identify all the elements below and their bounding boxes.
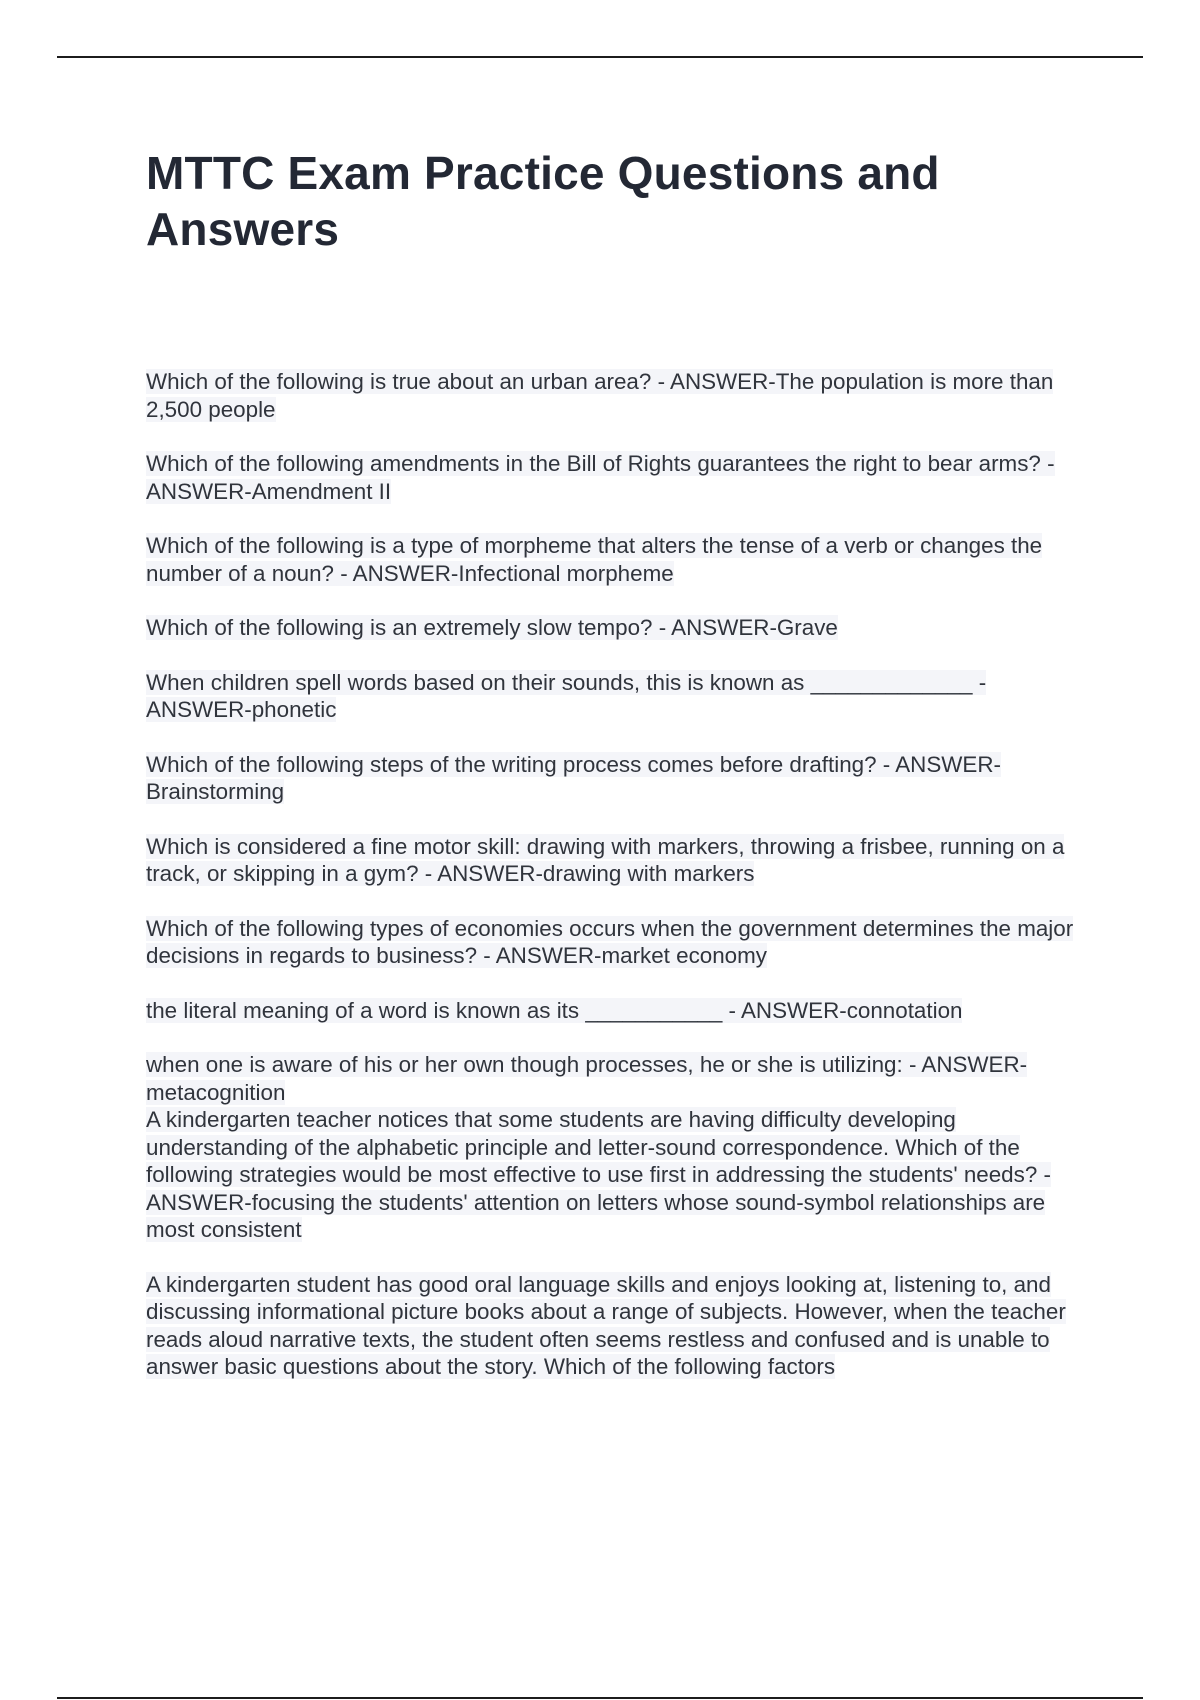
qa-text: Which is considered a fine motor skill: drawing with markers, throwing a frisbee, running on a track, or skipping in a gym? - ANSWER-drawing with markers bbox=[146, 833, 1065, 886]
qa-item bbox=[146, 1051, 1086, 1106]
page-title: MTTC Exam Practice Questions and Answers bbox=[146, 147, 940, 255]
qa-item bbox=[146, 614, 1086, 642]
qa-text: A kindergarten teacher notices that some students are having difficulty developing understanding of the alphabetic principle and letter-sound correspondence. Which of the following strategies would be most effective to use first in addressing the students' needs? - ANSWER-focusing the students' attention on letters whose sound-symbol relationships are most consistent bbox=[146, 1107, 1051, 1242]
qa-text: Which of the following is true about an urban area? - ANSWER-The population is more than 2,500 people bbox=[146, 369, 1054, 422]
qa-item bbox=[146, 1271, 1086, 1381]
qa-item bbox=[146, 833, 1086, 888]
qa-text: Which of the following steps of the writing process comes before drafting? - ANSWER-Brainstorming bbox=[146, 751, 1001, 804]
qa-text: the literal meaning of a word is known as its ___________ - ANSWER-connotation bbox=[146, 997, 963, 1023]
qa-item bbox=[146, 450, 1086, 505]
qa-item bbox=[146, 915, 1086, 970]
qa-text: Which of the following is an extremely slow tempo? - ANSWER-Grave bbox=[146, 615, 838, 640]
top-rule bbox=[57, 56, 1143, 58]
qa-text: Which of the following is a type of morpheme that alters the tense of a verb or changes the number of a noun? - ANSWER-Infectional morpheme bbox=[146, 533, 1043, 586]
qa-item bbox=[146, 669, 1086, 724]
qa-item bbox=[146, 751, 1086, 806]
qa-text: When children spell words based on their sounds, this is known as _____________ - ANSWER-phonetic bbox=[146, 669, 987, 722]
qa-item bbox=[146, 1106, 1086, 1244]
bottom-rule bbox=[57, 1697, 1143, 1699]
qa-text: Which of the following types of economies occurs when the government determines the major decisions in regards to business? - ANSWER-market economy bbox=[146, 915, 1074, 968]
qa-item bbox=[146, 368, 1086, 423]
qa-text: when one is aware of his or her own though processes, he or she is utilizing: - ANSWER-metacognition bbox=[146, 1052, 1028, 1105]
qa-text: A kindergarten student has good oral language skills and enjoys looking at, listening to, and discussing informational picture books about a range of subjects. However, when the teacher reads aloud narrative texts, the student often seems restless and confused and is unable to answer basic questions about the story. Which of the following factors bbox=[146, 1271, 1066, 1379]
qa-list bbox=[146, 368, 1086, 1381]
qa-item bbox=[146, 532, 1086, 587]
qa-text: Which of the following amendments in the Bill of Rights guarantees the right to bear arms? - ANSWER-Amendment II bbox=[146, 451, 1055, 504]
qa-item bbox=[146, 997, 1086, 1025]
